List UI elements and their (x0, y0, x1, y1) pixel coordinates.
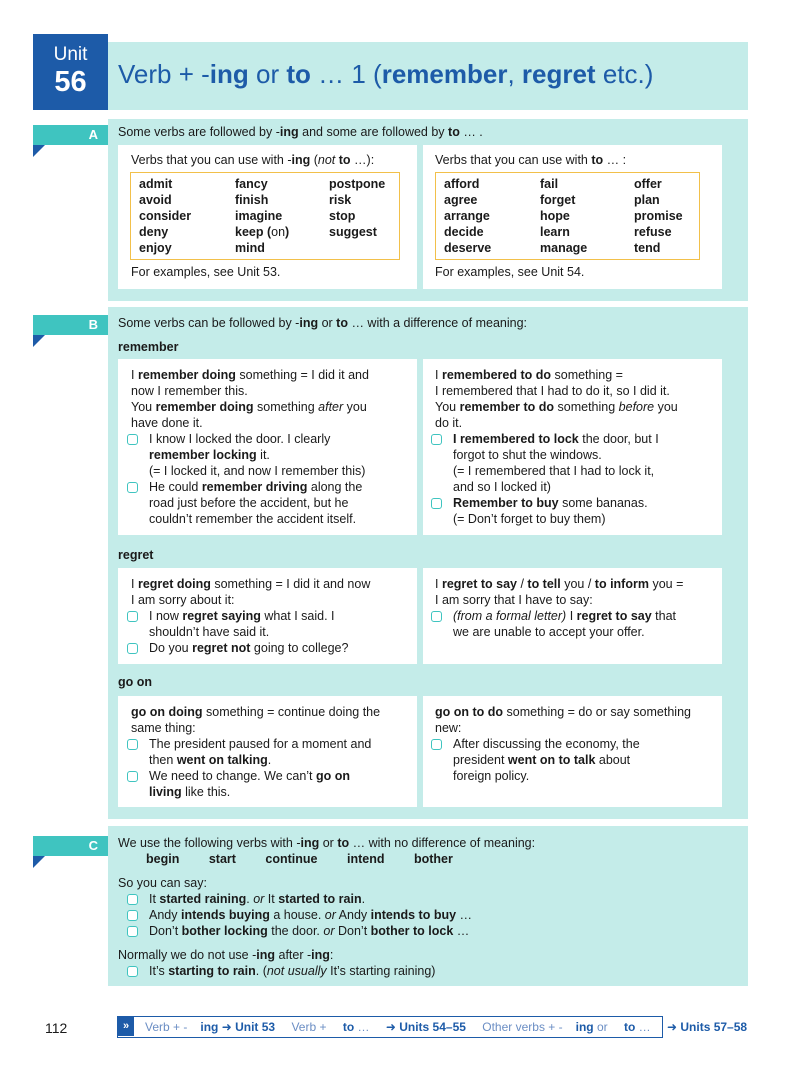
verb-word: arrange (444, 209, 490, 223)
ing-verbs-heading: Verbs that you can use with -ing (not to …): (131, 153, 375, 167)
regret-heading: regret (118, 548, 154, 562)
verb-word: tend (634, 241, 661, 255)
example-item: Andy intends buying a house. or Andy intends to buy … (109, 907, 472, 923)
remember-heading: remember (118, 340, 179, 354)
regret-to-say-explanation: I regret to say / to tell you / to inform you = I am sorry that I have to say: (from a formal letter) I regret to say that we are unable to accept your offer. (435, 576, 683, 640)
verb-word: keep (on) (235, 225, 290, 239)
example-item: Do you regret not going to college? (109, 640, 370, 656)
verb-word: promise (634, 209, 683, 223)
checkbox-icon (127, 966, 138, 977)
checkbox-icon (127, 482, 138, 493)
regret-doing-explanation: I regret doing something = I did it and now I am sorry about it: I now regret saying what I said. I shouldn’t have said it. Do you regret not going to college? (131, 576, 370, 656)
go-on-heading: go on (118, 675, 153, 689)
example-item: Don’t bother locking the door. or Don’t bother to lock … (109, 923, 472, 939)
unit-label: Unit (53, 44, 88, 65)
go-on-doing-explanation: go on doing something = continue doing the same thing: The president paused for a moment and then went on talking. We need to change. We can’t go on living like this. (131, 704, 380, 800)
verb-word: refuse (634, 225, 672, 239)
section-a-intro: Some verbs are followed by -ing and some are followed by to … . (118, 125, 483, 139)
verb-word: imagine (235, 209, 283, 223)
to-verbs-box (435, 172, 700, 260)
ing-verbs-footnote: For examples, see Unit 53. (131, 265, 281, 279)
verb-word: stop (329, 209, 356, 223)
checkbox-icon (127, 894, 138, 905)
unit-badge (33, 34, 108, 110)
checkbox-icon (127, 611, 138, 622)
to-verbs-footnote: For examples, see Unit 54. (435, 265, 585, 279)
verb-word: finish (235, 193, 269, 207)
section-c-label: C (33, 836, 108, 856)
checkbox-icon (431, 498, 442, 509)
section-b-marker (33, 335, 45, 347)
checkbox-icon (127, 771, 138, 782)
example-item: I remembered to lock the door, but I (413, 431, 678, 447)
verb-word: fancy (235, 177, 268, 191)
verb-word: enjoy (139, 241, 172, 255)
verb-start: start (208, 852, 236, 866)
section-c-marker (33, 856, 45, 868)
example-item: We need to change. We can’t go on (109, 768, 380, 784)
verb-begin: begin (146, 852, 180, 866)
ref-link-units-54-55[interactable]: Verb + to … ➜ Units 54–55 (291, 1020, 466, 1034)
verb-word: postpone (329, 177, 386, 191)
verb-continue: continue (265, 852, 318, 866)
verb-intend: intend (346, 852, 385, 866)
example-item: I know I locked the door. I clearly (109, 431, 369, 447)
checkbox-icon (431, 611, 442, 622)
remember-doing-explanation: I remember doing something = I did it and now I remember this. You remember doing something after you have done it. I know I locked the door. I clearly remember locking it. (= I locked it, and now I remember this) He could remember driving along the road just before the accident, but he couldn’t remember the accident itself. (131, 367, 369, 527)
ref-link-unit-53[interactable]: Verb + - ing ➜ Unit 53 (145, 1020, 276, 1034)
verb-word: afford (444, 177, 480, 191)
verb-word: consider (139, 209, 192, 223)
unit-number: 56 (54, 66, 87, 98)
checkbox-icon (127, 910, 138, 921)
verb-word: deny (139, 225, 169, 239)
verb-word: suggest (329, 225, 377, 239)
ref-link-units-57-58[interactable]: Other verbs + - ing or to … ➜ Units 57–58 (482, 1020, 748, 1034)
example-item: The president paused for a moment and (109, 736, 380, 752)
cross-reference-bar (117, 1016, 748, 1038)
verb-word: offer (634, 177, 662, 191)
checkbox-icon (127, 643, 138, 654)
verb-word: deserve (444, 241, 492, 255)
verb-word: admit (139, 177, 173, 191)
ing-verbs-box (130, 172, 400, 260)
example-item: Remember to buy some bananas. (413, 495, 678, 511)
example-item: After discussing the economy, the (413, 736, 691, 752)
page-title: Verb + -ing or to … 1 (remember, regret etc.) (118, 59, 654, 89)
checkbox-icon (431, 739, 442, 750)
so-you-can-say: So you can say: (118, 876, 207, 890)
normally-example (131, 963, 435, 979)
verb-word: agree (444, 193, 478, 207)
remember-to-do-explanation: I remembered to do something = I remembered that I had to do it, so I did it. You remember to do something before you do it. I remembered to lock the door, but I forgot to shut the windows. (= I remembered that I had to lock it, and so I locked it) Remember to buy some bananas. (= Don’t forget to buy them) (435, 367, 678, 527)
page-number: 112 (45, 1020, 68, 1036)
example-item: (from a formal letter) I regret to say that (413, 608, 683, 624)
verb-word: fail (540, 177, 559, 191)
section-c-verb-list (146, 851, 453, 867)
verb-word: forget (540, 193, 576, 207)
example-item: He could remember driving along the (109, 479, 369, 495)
verb-word: avoid (139, 193, 172, 207)
checkbox-icon (431, 434, 442, 445)
double-chevron-icon: » (118, 1017, 134, 1036)
verb-word: plan (634, 193, 660, 207)
section-c-intro: We use the following verbs with -ing or to … with no difference of meaning: (118, 836, 536, 850)
checkbox-icon (127, 926, 138, 937)
verb-bother: bother (413, 852, 453, 866)
section-a-marker (33, 145, 45, 157)
go-on-to-do-explanation: go on to do something = do or say something new: After discussing the economy, the president went on to talk about foreign policy. (435, 704, 691, 784)
checkbox-icon (127, 434, 138, 445)
section-c-examples (131, 891, 472, 939)
verb-word: manage (540, 241, 588, 255)
verb-word: mind (235, 241, 265, 255)
verb-word: learn (540, 225, 570, 239)
example-item: It’s starting to rain. (not usually It’s starting raining) (109, 963, 435, 979)
checkbox-icon (127, 739, 138, 750)
verb-word: risk (329, 193, 352, 207)
section-b-intro: Some verbs can be followed by -ing or to … with a difference of meaning: (118, 316, 528, 330)
normally-note: Normally we do not use -ing after -ing: (118, 948, 334, 962)
verb-word: decide (444, 225, 484, 239)
to-verbs-heading: Verbs that you can use with to … : (435, 153, 627, 167)
section-b-label: B (33, 315, 108, 335)
example-item: It started raining. or It started to rain. (109, 891, 472, 907)
verb-word: hope (540, 209, 570, 223)
section-a-label: A (33, 125, 108, 145)
example-item: I now regret saying what I said. I (109, 608, 370, 624)
